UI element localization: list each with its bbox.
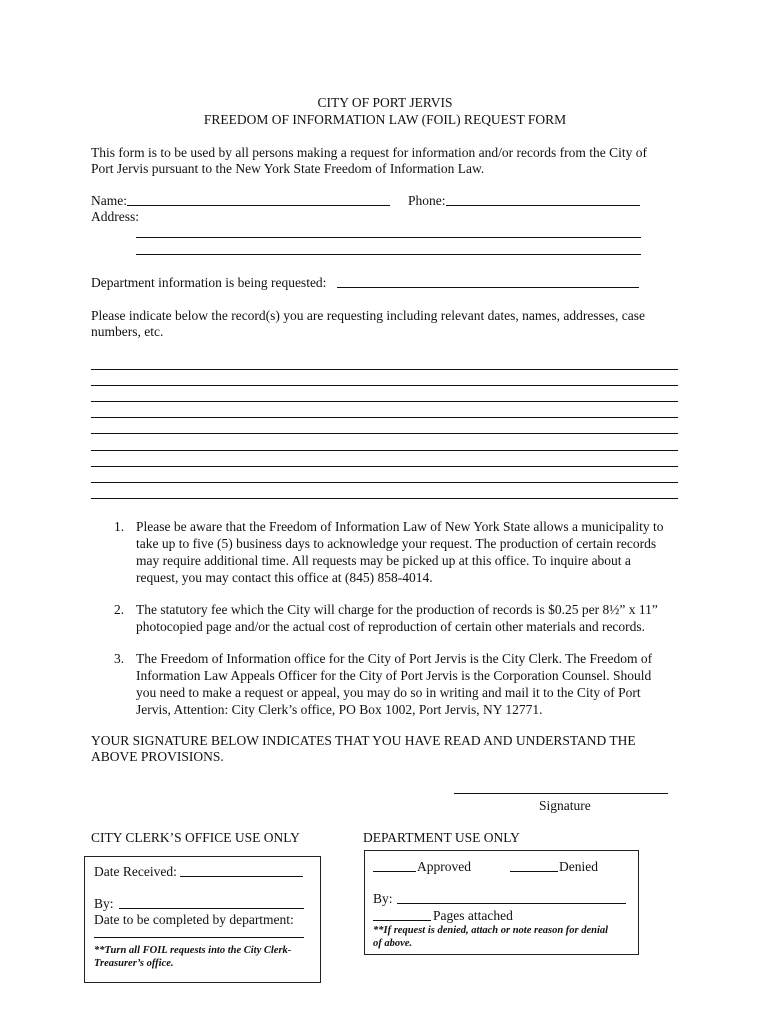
department-use-heading: DEPARTMENT USE ONLY	[363, 830, 520, 845]
acknowledgement-line1: YOUR SIGNATURE BELOW INDICATES THAT YOU HAVE READ AND UNDERSTAND THE	[91, 733, 636, 748]
records-field-line[interactable]	[91, 450, 678, 451]
signature-field[interactable]	[454, 793, 668, 794]
note-text-line: Information Law Appeals Officer for the City of Port Jervis is the Corporation Counsel. Should	[136, 668, 652, 683]
name-label: Name:	[91, 193, 127, 208]
records-field-line[interactable]	[91, 498, 678, 499]
phone-label: Phone:	[408, 193, 446, 208]
note-text-line: may require additional time. All requests may be picked up at this office. To inquire about a	[136, 553, 631, 568]
department-label: Department information is being requested:	[91, 275, 327, 290]
phone-field[interactable]	[446, 205, 640, 206]
intro-text-line1: This form is to be used by all persons making a request for information and/or records from the City of	[91, 145, 647, 160]
clerk-by-field[interactable]	[119, 908, 304, 909]
date-completed-field[interactable]	[94, 937, 304, 938]
clerk-note-line1: **Turn all FOIL requests into the City Clerk-	[94, 945, 292, 956]
note-text-line: take up to five (5) business days to acknowledge your request. The production of certain records	[136, 536, 657, 551]
note-text-line: request, you may contact this office at (845) 858-4014.	[136, 570, 433, 585]
address-label: Address:	[91, 209, 139, 224]
date-received-label: Date Received:	[94, 864, 177, 879]
note-text-line: Jervis, Attention: City Clerk’s office, PO Box 1002, Port Jervis, NY 12771.	[136, 702, 543, 717]
note-number: 3.	[114, 651, 125, 666]
approved-label: Approved	[417, 859, 471, 874]
department-field[interactable]	[337, 287, 639, 288]
clerk-by-label: By:	[94, 896, 114, 911]
department-note-line1: **If request is denied, attach or note reason for denial	[373, 925, 609, 936]
note-text-line: you need to make a request or appeal, you may do so in writing and mail it to the City of Port	[136, 685, 641, 700]
department-by-field[interactable]	[397, 903, 626, 904]
denied-label: Denied	[559, 859, 598, 874]
records-prompt-line2: numbers, etc.	[91, 324, 164, 339]
address-field-line2[interactable]	[136, 254, 641, 255]
records-field-line[interactable]	[91, 369, 678, 370]
note-text-line: The statutory fee which the City will charge for the production of records is $0.25 per 8½” x 11”	[136, 602, 658, 617]
denied-field[interactable]	[510, 871, 558, 872]
department-note-line2: of above.	[373, 938, 413, 949]
note-text-line: The Freedom of Information office for the City of Port Jervis is the City Clerk. The Freedom of	[136, 651, 653, 666]
pages-attached-field[interactable]	[373, 920, 431, 921]
records-field-line[interactable]	[91, 466, 678, 467]
pages-attached-label: Pages attached	[433, 908, 513, 923]
date-completed-label: Date to be completed by department:	[94, 912, 294, 927]
clerk-note-line2: Treasurer’s office.	[94, 958, 174, 969]
form-title: FREEDOM OF INFORMATION LAW (FOIL) REQUEST FORM	[203, 112, 567, 127]
note-number: 2.	[114, 602, 125, 617]
address-field-line1[interactable]	[136, 237, 641, 238]
records-prompt-line1: Please indicate below the record(s) you are requesting including relevant dates, names, addresses, case	[91, 308, 646, 323]
records-field-line[interactable]	[91, 482, 678, 483]
records-field-line[interactable]	[91, 385, 678, 386]
form-city-title: CITY OF PORT JERVIS	[317, 95, 453, 110]
note-text-line: photocopied page and/or the actual cost of reproduction of certain other materials and records.	[136, 619, 646, 634]
intro-text-line2: Port Jervis pursuant to the New York State Freedom of Information Law.	[91, 161, 485, 176]
signature-label: Signature	[539, 798, 591, 813]
department-by-label: By:	[373, 891, 393, 906]
date-received-field[interactable]	[180, 876, 303, 877]
note-text-line: Please be aware that the Freedom of Information Law of New York State allows a municipality to	[136, 519, 664, 534]
records-field-line[interactable]	[91, 417, 678, 418]
clerk-office-heading: CITY CLERK’S OFFICE USE ONLY	[91, 830, 300, 845]
name-field[interactable]	[127, 205, 390, 206]
records-field-line[interactable]	[91, 433, 678, 434]
note-number: 1.	[114, 519, 125, 534]
records-field-line[interactable]	[91, 401, 678, 402]
acknowledgement-line2: ABOVE PROVISIONS.	[91, 749, 224, 764]
approved-field[interactable]	[373, 871, 416, 872]
